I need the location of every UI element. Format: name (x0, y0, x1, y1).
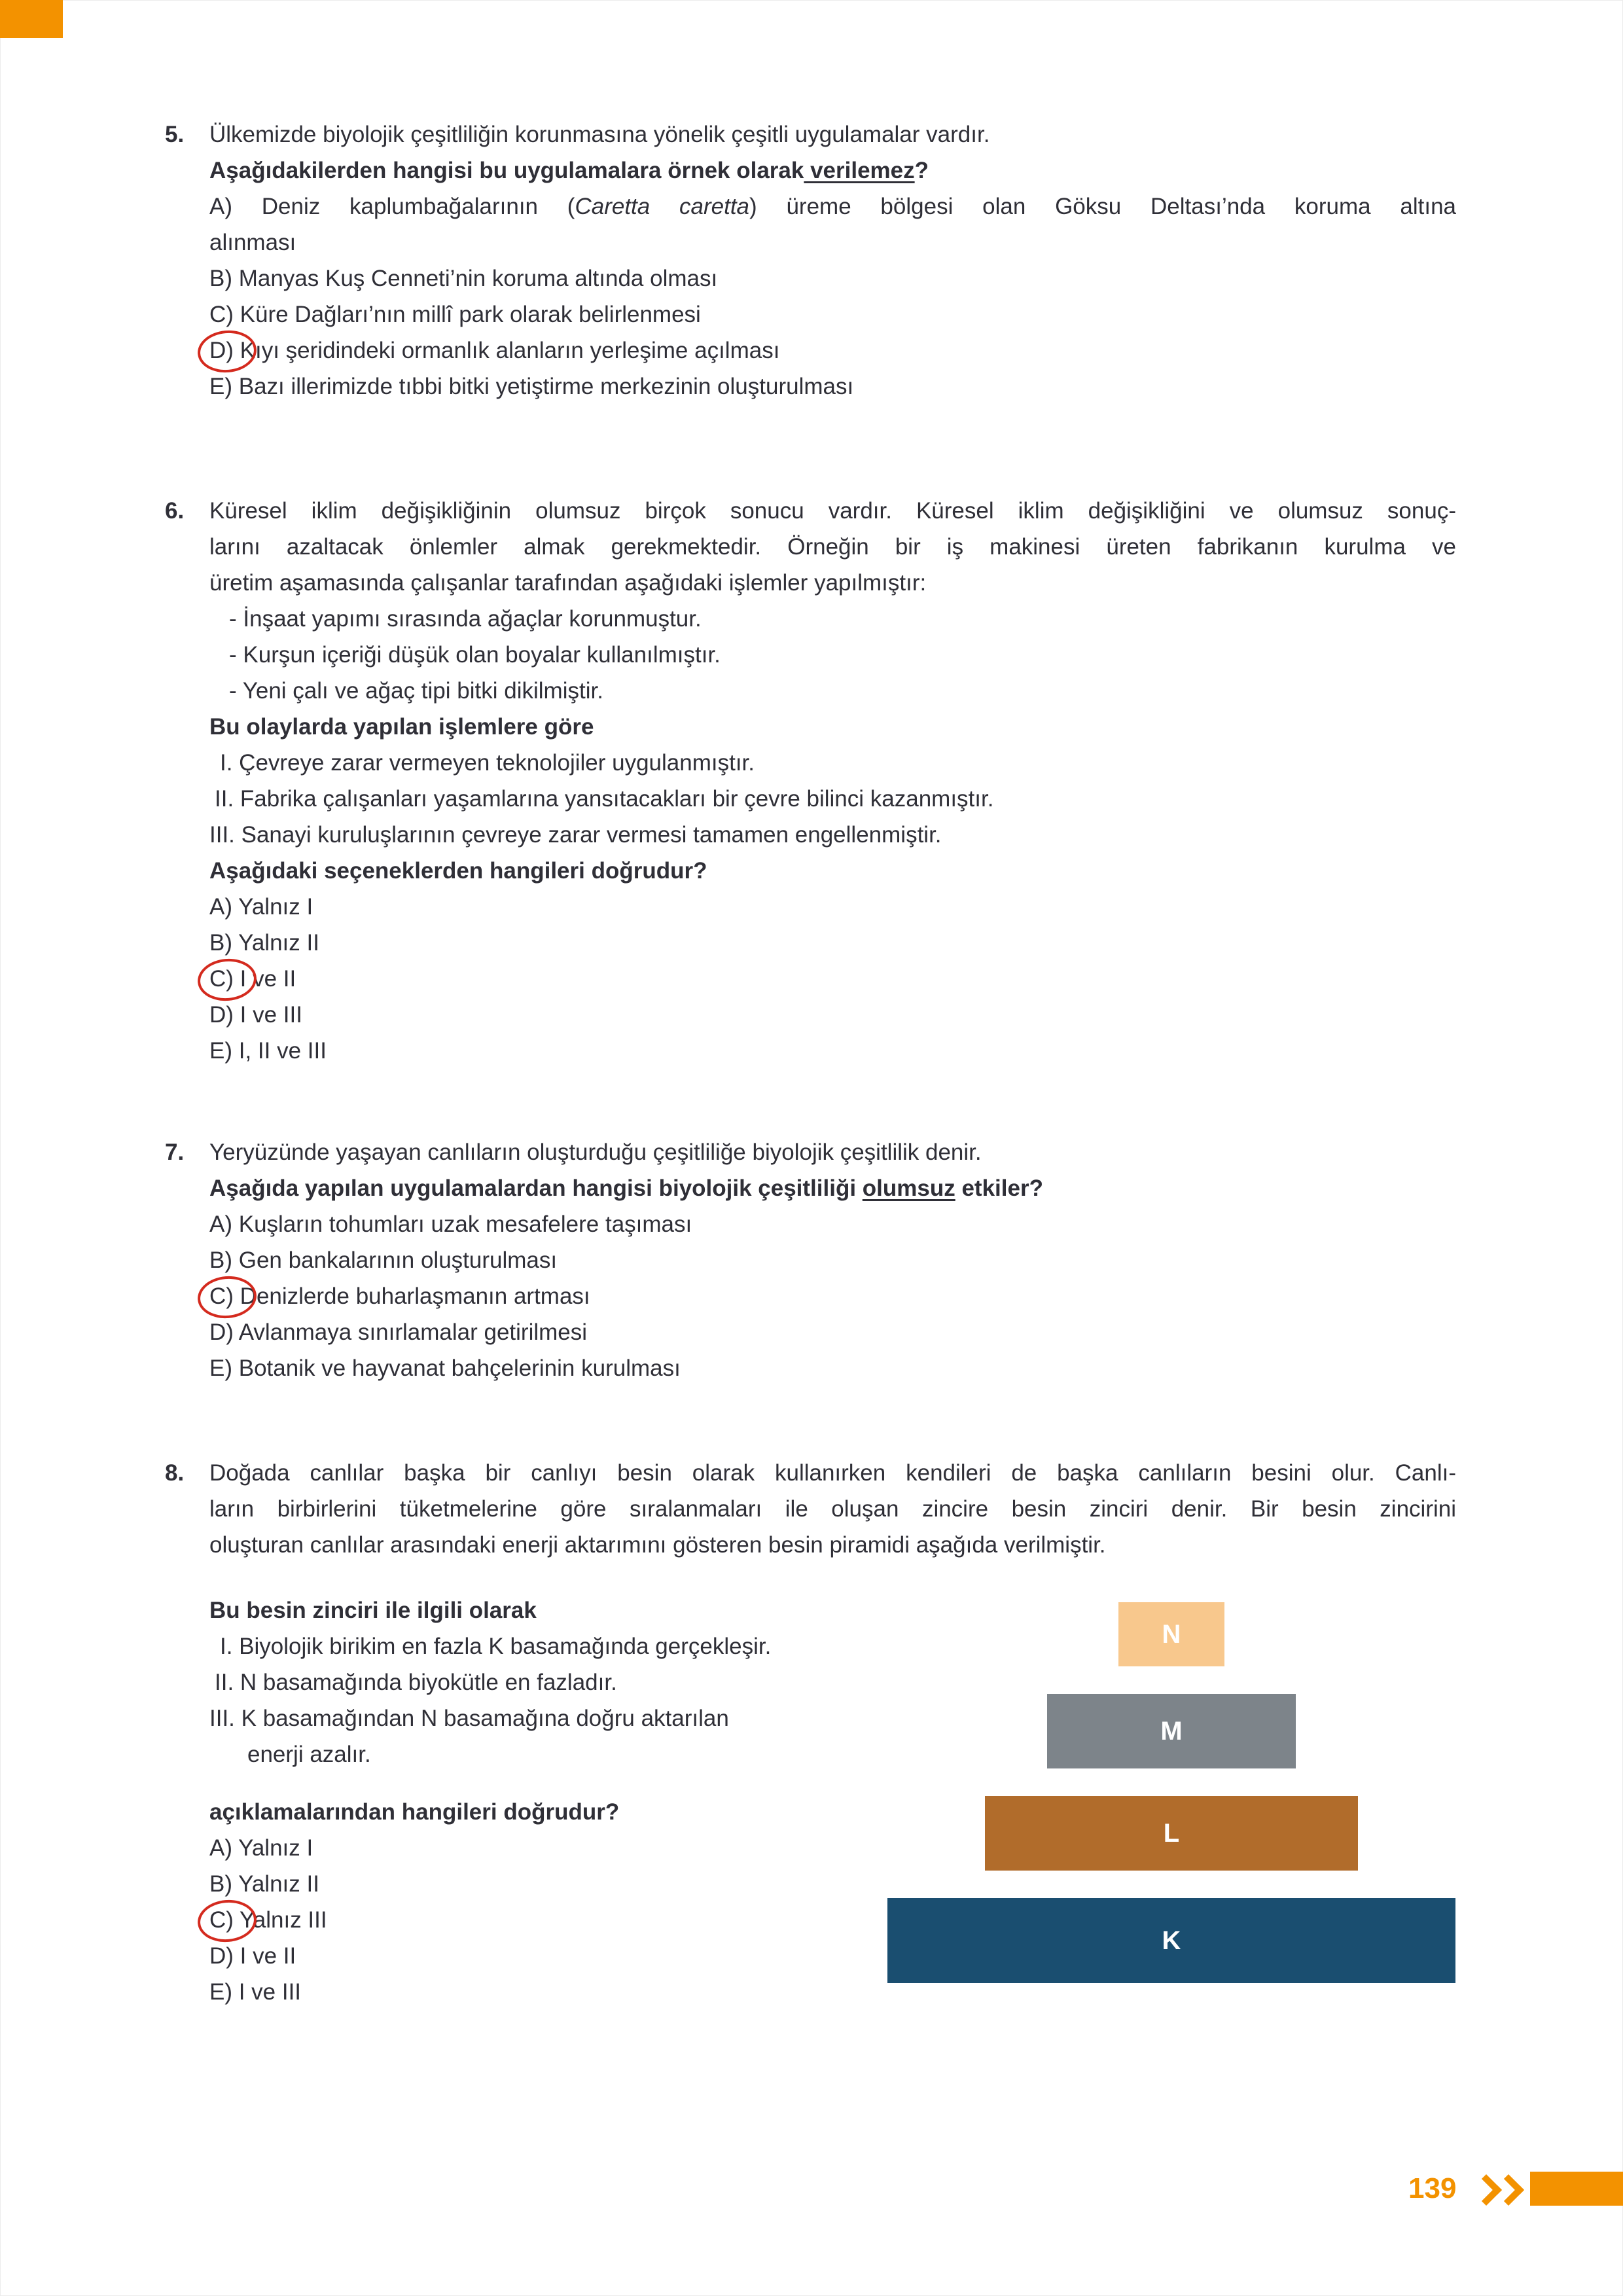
question-5-option-a-text: A) Deniz kaplumbağalarının ( (209, 194, 575, 219)
pyramid-level-N (1118, 1602, 1224, 1666)
question-7-marked-answer (209, 1278, 234, 1314)
question-7-intro: Yeryüzünde yaşayan canlıların oluşturduğu çeşitliliğe biyolojik çeşitlilik denir. (209, 1139, 982, 1165)
question-5-intro: Ülkemizde biyolojik çeşitliliğin korunmasına yönelik çeşitli uygulamalar vardır. (209, 122, 990, 147)
pyramid-level-label: N (1162, 1619, 1181, 1649)
question-5-option-a-text2: ) üreme bölgesi olan Göksu Deltası’nda koruma altına (749, 194, 1457, 219)
question-7-prompt-text: Aşağıda yapılan uygulamalardan hangisi biyolojik çeşitliliği (209, 1175, 863, 1201)
question-7-option-e: E) Botanik ve hayvanat bahçelerinin kurulması (209, 1355, 681, 1381)
question-5-prompt-underlined: verilemez (804, 158, 915, 183)
question-6-number: 6. (165, 498, 185, 524)
question-6-bullet-3: - Yeni çalı ve ağaç tipi bitki dikilmiştir. (229, 678, 603, 704)
question-5-option-e: E) Bazı illerimizde tıbbi bitki yetiştirme merkezinin oluşturulması (209, 374, 854, 399)
question-8-statement-1: I. Biyolojik birikim en fazla K basamağında gerçekleşir. (220, 1634, 772, 1659)
question-7 (165, 1134, 1456, 1386)
question-7-option-b: B) Gen bankalarının oluşturulması (209, 1247, 558, 1273)
question-5-prompt (209, 152, 1456, 188)
question-7-option-c-letter: C) (209, 1283, 234, 1309)
question-8-statement-2: II. N basamağında biyokütle en fazladır. (215, 1670, 617, 1695)
question-6-statement-3: III. Sanayi kuruluşlarının çevreye zarar vermesi tamamen engellenmiştir. (209, 822, 942, 848)
question-8-paragraph-3: oluşturan canlılar arasındaki enerji aktarımını gösteren besin piramidi aşağıda verilmiştir. (209, 1532, 1106, 1558)
question-8-content-row (209, 1563, 1456, 2010)
question-6-bullet-2: - Kurşun içeriği düşük olan boyalar kullanılmıştır. (229, 642, 721, 668)
question-6-heading: Bu olaylarda yapılan işlemlere göre (209, 714, 594, 740)
question-7-option-d: D) Avlanmaya sınırlamalar getirilmesi (209, 1319, 588, 1345)
question-8-number: 8. (165, 1460, 185, 1486)
page-footer (0, 2170, 1623, 2207)
question-6-marked-answer (209, 961, 234, 997)
question-7-number: 7. (165, 1139, 185, 1165)
chevron-right-icon (1493, 2174, 1524, 2206)
question-8-heading: Bu besin zinciri ile ilgili olarak (209, 1598, 537, 1623)
pyramid-level-K (887, 1898, 1455, 1983)
question-5-prompt-qmark: ? (914, 158, 929, 183)
question-5-option-a (209, 188, 1456, 224)
question-6-option-c (209, 961, 1456, 997)
question-5-marked-answer (209, 332, 234, 368)
question-7-option-a: A) Kuşların tohumları uzak mesafelere taşıması (209, 1211, 692, 1237)
question-6-prompt: Aşağıdaki seçeneklerden hangileri doğrudur? (209, 858, 707, 884)
pyramid-level-label: K (1162, 1926, 1181, 1955)
question-8-paragraph-2: ların birbirlerini tüketmelerine göre sıralanmaları ile oluşan zincire besin zinciri denir. Bir besin zincirini (209, 1496, 1456, 1522)
page-number: 139 (1408, 2172, 1457, 2204)
question-8-option-c-text: Yalnız III (233, 1907, 327, 1933)
question-5-option-c: C) Küre Dağları’nın millî park olarak belirlenmesi (209, 302, 701, 327)
question-6 (165, 493, 1456, 1069)
question-6-statement-2: II. Fabrika çalışanları yaşamlarına yansıtacakları bir çevre bilinci kazanmıştır. (215, 786, 994, 812)
question-8-prompt: açıklamalarından hangileri doğrudur? (209, 1799, 620, 1825)
question-6-option-b: B) Yalnız II (209, 930, 319, 956)
question-5-option-a-cont: alınması (209, 230, 296, 255)
question-8 (165, 1455, 1456, 2010)
question-6-option-c-text: I ve II (233, 966, 296, 992)
question-5-number: 5. (165, 122, 185, 147)
corner-accent-bar (0, 0, 63, 38)
question-8-option-b: B) Yalnız II (209, 1871, 319, 1897)
question-6-option-c-letter: C) (209, 966, 234, 992)
question-5-option-d (209, 332, 1456, 368)
pyramid-level-L (985, 1796, 1358, 1871)
pyramid-level-M (1047, 1694, 1296, 1768)
question-8-marked-answer (209, 1902, 234, 1938)
question-8-option-d: D) I ve II (209, 1943, 296, 1969)
question-5-option-b: B) Manyas Kuş Cenneti’nin koruma altında olması (209, 266, 718, 291)
question-5-option-a-species: Caretta caretta (575, 194, 750, 219)
question-7-prompt-text2: etkiler? (955, 1175, 1043, 1201)
question-5-option-d-letter: D) (209, 338, 234, 363)
question-6-paragraph-3: üretim aşamasında çalışanlar tarafından aşağıdaki işlemler yapılmıştır: (209, 570, 927, 596)
question-8-statement-3-cont: enerji azalır. (247, 1742, 371, 1767)
question-6-statement-1: I. Çevreye zarar vermeyen teknolojiler uygulanmıştır. (220, 750, 755, 776)
question-6-option-d: D) I ve III (209, 1002, 302, 1028)
question-8-statement-3: III. K basamağından N basamağına doğru aktarılan (209, 1706, 729, 1731)
question-7-prompt (209, 1170, 1456, 1206)
question-6-option-a: A) Yalnız I (209, 894, 313, 920)
question-8-option-e: E) I ve III (209, 1979, 302, 2005)
question-8-paragraph-1: Doğada canlılar başka bir canlıyı besin olarak kullanırken kendileri de başka canlıların besini olur. Canlı- (209, 1460, 1456, 1486)
pyramid-level-label: L (1163, 1818, 1180, 1848)
question-5-prompt-text: Aşağıdakilerden hangisi bu uygulamalara örnek olarak (209, 158, 804, 183)
question-8-option-c-letter: C) (209, 1907, 234, 1933)
food-pyramid (887, 1602, 1456, 2010)
question-7-prompt-underlined: olumsuz (862, 1175, 955, 1201)
question-5 (165, 117, 1457, 404)
question-6-bullet-1: - İnşaat yapımı sırasında ağaçlar korunmuştur. (229, 606, 702, 632)
question-8-option-c (209, 1902, 887, 1938)
question-6-paragraph-1: Küresel iklim değişikliğinin olumsuz birçok sonucu vardır. Küresel iklim değişikliğini ve olumsuz sonuç- (209, 498, 1456, 524)
question-8-left-column (209, 1563, 887, 2010)
footer-accent-bar (1530, 2172, 1623, 2206)
question-6-paragraph-2: larını azaltacak önlemler almak gerekmektedir. Örneğin bir iş makinesi üreten fabrikanın kurulma ve (209, 534, 1456, 560)
question-7-option-c-text: Denizlerde buharlaşmanın artması (233, 1283, 590, 1309)
question-7-option-c (209, 1278, 1456, 1314)
question-6-option-e: E) I, II ve III (209, 1038, 327, 1064)
pyramid-level-label: M (1160, 1716, 1183, 1746)
question-8-option-a: A) Yalnız I (209, 1835, 313, 1861)
question-5-option-d-text: Kıyı şeridindeki ormanlık alanların yerleşime açılması (233, 338, 780, 363)
